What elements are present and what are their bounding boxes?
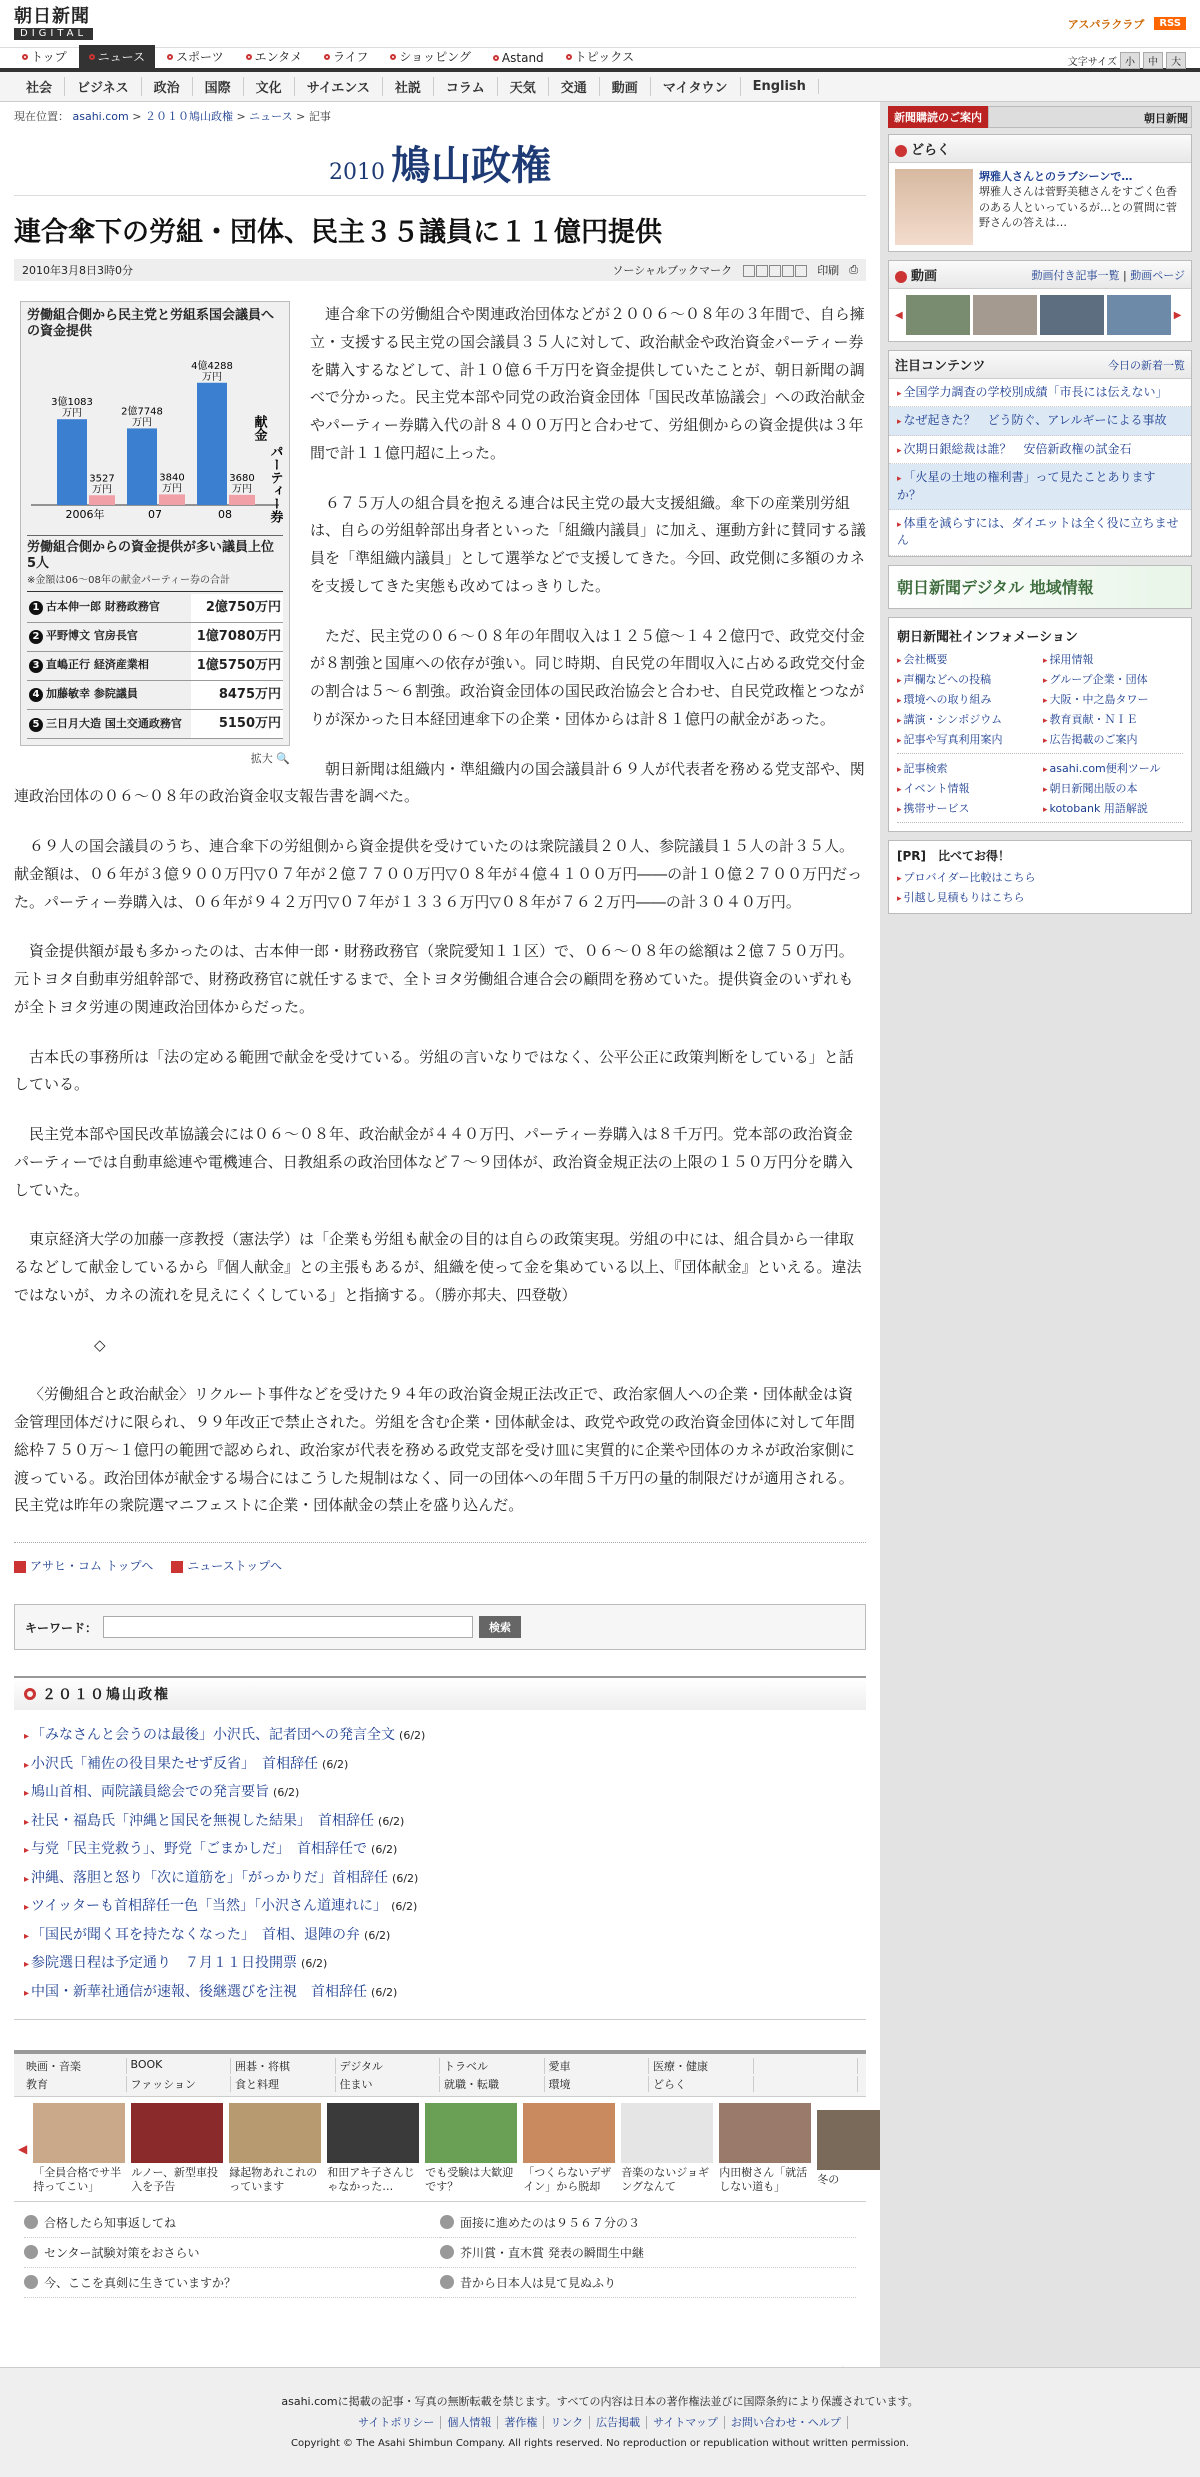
- party-bar: [89, 495, 115, 505]
- bookmark-label: ソーシャルブックマーク: [612, 264, 733, 277]
- genre-tab[interactable]: [754, 2058, 859, 2074]
- footer-link[interactable]: リンク: [544, 2416, 590, 2429]
- party-unit-label: 万円: [162, 482, 182, 494]
- genre-thumb-image: [621, 2103, 713, 2163]
- funding-bar-chart: [27, 345, 283, 535]
- related-news-text[interactable]: 「国民が聞く耳を持たなくなった」 首相、退陣の弁: [31, 1926, 361, 1943]
- genre-tab[interactable]: 就職・転職: [440, 2076, 545, 2092]
- genre-tab[interactable]: 教育: [22, 2076, 127, 2092]
- chumoku-box: [888, 350, 1192, 557]
- asahi-top-link[interactable]: アサヒ・コム トップへ: [14, 1557, 153, 1574]
- subnav-society[interactable]: 社会: [14, 77, 65, 96]
- article-paragraph: 朝日新聞は組織内・準組織内の国会議員計６９人が代表者を務める党支部や、関連政治団体の０６～０８年の政治資金収支報告書を調べた。: [14, 759, 865, 806]
- subnav-column[interactable]: コラム: [434, 77, 498, 96]
- subnav-politics[interactable]: 政治: [142, 77, 193, 96]
- figure-title: 労働組合側から民主党と労組系国会議員への資金提供: [27, 308, 275, 340]
- related-news-date: (6/2): [399, 1729, 426, 1742]
- subnav-culture[interactable]: 文化: [244, 77, 295, 96]
- dot-icon: [22, 54, 28, 60]
- donation-bar: [127, 428, 157, 505]
- year-tick-label: 08: [218, 507, 232, 521]
- font-large-button[interactable]: 大: [1166, 52, 1186, 69]
- tab-sports[interactable]: スポーツ: [157, 45, 234, 68]
- article-paragraph: 古本氏の事務所は「法の定める範囲で献金を受けている。労組の言いなりではなく、公平公正に政策判断をしている」と話している。: [14, 1047, 854, 1094]
- genre-thumb[interactable]: [621, 2103, 713, 2195]
- regional-info-banner[interactable]: 朝日新聞デジタル 地域情報: [888, 565, 1192, 609]
- doraku-photo[interactable]: [895, 169, 973, 245]
- party-value-label: 3840: [159, 471, 185, 483]
- paper-label: 朝日新聞: [988, 106, 1192, 128]
- section-divider: ◇: [94, 1335, 106, 1354]
- chumoku-title: 注目コンテンツ: [895, 359, 986, 374]
- video-thumb[interactable]: [906, 295, 970, 335]
- pr-icon: [24, 2275, 38, 2289]
- logo-main: 朝日新聞: [14, 5, 90, 27]
- footer-copyright: Copyright © The Asahi Shimbun Company. All rights reserved. No reproduction or republication without written permission.: [291, 2437, 909, 2449]
- donation-legend-label: 献金: [251, 414, 267, 441]
- banner-year: 2010: [329, 160, 385, 185]
- party-legend-label: パーティー券: [267, 444, 283, 523]
- news-top-link[interactable]: ニューストップへ: [171, 1557, 282, 1574]
- footer-link[interactable]: 著作権: [498, 2416, 544, 2429]
- video-list-link[interactable]: 動画付き記事一覧: [1031, 268, 1120, 282]
- article-paragraph: ６７５万人の組合員を抱える連合は民主党の最大支援組織。傘下の産業別労組は、自らの労組幹部出身者といった「組織内議員」に加え、運動方針に賛同する議員を「準組織内議員」として選挙などで支援してきた。今回、政党側に多額のカネを支援してきた実態も改めてはっきりした。: [310, 493, 866, 595]
- info-link[interactable]: ▸ asahi.com便利ツール: [1043, 760, 1183, 776]
- genre-pr-item[interactable]: [440, 2268, 856, 2298]
- genre-pr-item[interactable]: [440, 2238, 856, 2268]
- ranking-row: 2 平野博文 官房長官 1億7080万円: [27, 622, 283, 651]
- related-news-date: (6/2): [301, 1957, 328, 1970]
- pr-box: [888, 840, 1192, 915]
- genre-thumb[interactable]: [425, 2103, 517, 2195]
- genre-thumb-caption[interactable]: 冬の: [817, 2173, 840, 2187]
- header: [0, 0, 1200, 48]
- video-title: 動画: [895, 265, 937, 284]
- year-tick-label: 07: [148, 507, 162, 521]
- related-news-text[interactable]: 小沢氏「補佐の役目果たせず反省」 首相辞任: [31, 1755, 319, 1772]
- genre-pr-text[interactable]: 芥川賞・直木賞 発表の瞬間生中継: [460, 2245, 644, 2260]
- donation-unit-label: 万円: [62, 407, 82, 419]
- genre-thumb[interactable]: [719, 2103, 811, 2195]
- related-news-date: (6/2): [371, 1843, 398, 1856]
- tab-shopping[interactable]: ショッピング: [380, 45, 481, 68]
- dot-icon: [89, 54, 95, 60]
- info-link[interactable]: ▸ kotobank 用語解説: [1043, 800, 1183, 816]
- font-size-control: [1068, 52, 1186, 69]
- genre-pr-text[interactable]: 今、ここを真剣に生きていますか？: [44, 2275, 237, 2290]
- genre-thumb[interactable]: [131, 2103, 223, 2195]
- subnav-business[interactable]: ビジネス: [65, 77, 142, 96]
- video-page-link[interactable]: 動画ページ: [1130, 268, 1185, 282]
- video-thumb[interactable]: [1040, 295, 1104, 335]
- subnav-weather[interactable]: 天気: [498, 77, 549, 96]
- related-header: [14, 1676, 866, 1710]
- genre-pr-text[interactable]: 面接に進めたのは９５６７分の３: [460, 2215, 641, 2230]
- chumoku-item[interactable]: ▸ なぜ起きた？ どう防ぐ、アレルギーによる事故: [889, 407, 1191, 435]
- donation-value-label: 3億1083: [51, 396, 93, 408]
- genre-tab[interactable]: 住まい: [336, 2076, 441, 2092]
- article-paragraph: 資金提供額が最も多かったのは、古本伸一郎・財務政務官（衆院愛知１１区）で、０６～０８年の総額は２億７５０万円。元トヨタ自動車労組幹部で、財務政務官に就任するまで、全トヨタ労働組合連合会の顧問を務めていた。提供資金のいずれもが全トヨタ労連の関連政治団体からだった。: [14, 942, 854, 1016]
- chumoku-item[interactable]: ▸ 体重を減らすには、ダイエットは全く役に立ちません: [889, 510, 1191, 556]
- party-value-label: 3527: [89, 472, 115, 484]
- genre-thumb-caption[interactable]: 縁起物あれこれのっています: [229, 2166, 318, 2194]
- main-nav: [0, 48, 1200, 72]
- related-news-item[interactable]: [24, 1751, 856, 1780]
- chumoku-new-link[interactable]: 今日の新着一覧: [1108, 358, 1185, 372]
- donation-unit-label: 万円: [202, 371, 222, 383]
- ranking-row: 1 古本伸一郎 財務政務官 2億750万円: [27, 594, 283, 623]
- genre-thumb-caption[interactable]: 「全員合格でサ半持ってこい」: [33, 2166, 122, 2194]
- rss-icon[interactable]: RSS: [1154, 17, 1186, 30]
- info-links: [897, 645, 1183, 754]
- dot-icon: [493, 55, 499, 61]
- genre-pr-text[interactable]: 昔から日本人は見て見ぬふり: [460, 2275, 617, 2290]
- breadcrumb: 現在位置： asahi.com > ２０１０鳩山政権 > ニュース > 記事: [14, 110, 331, 123]
- info-link[interactable]: ▸ グループ企業・団体: [1043, 671, 1183, 687]
- article-figure: [20, 301, 290, 769]
- tab-astand[interactable]: Astand: [483, 48, 554, 68]
- genre-pr-item[interactable]: [440, 2208, 856, 2238]
- ranking-row: 5 三日月大造 国土交通政務官 5150万円: [27, 709, 283, 738]
- info-links-2: [897, 754, 1183, 823]
- ranking-row: 3 直嶋正行 経済産業相 1億5750万円: [27, 651, 283, 680]
- info-link[interactable]: ▸ 講演・シンポジウム: [897, 711, 1037, 727]
- site-logo[interactable]: [14, 5, 93, 40]
- article-paragraph: 東京経済大学の加藤一彦教授（憲法学）は「企業も労組も献金の目的は自らの政策実現。労組の中には、組合員から一律取るなどして献金しているから『個人献金』との主張もあるが、組織を使って金を集めている以上、『団体献金』といえる。違法ではないが、カネの流れを見えにくくしている」と指摘する。（勝亦邦夫、四登敬）: [14, 1230, 862, 1304]
- genre-pr-item[interactable]: [24, 2268, 440, 2298]
- info-link[interactable]: ▸ 記事や写真利用案内: [897, 731, 1037, 747]
- dot-icon: [390, 54, 396, 60]
- doraku-text: 堺雅人さんは菅野美穂さんをすごく色香のある人といっているが…との質問に菅野さんの答えは…: [979, 185, 1177, 230]
- chumoku-item[interactable]: ▸ 「火星の土地の権利書」って見たことあります か？: [889, 464, 1191, 510]
- related-news-item[interactable]: [24, 1836, 856, 1865]
- article-paragraph: ただ、民主党の０６～０８年の年間収入は１２５億～１４２億円で、政党交付金が８割強と国庫への依存が強い。同じ時期、自民党の年間収入に占める政党交付金の割合は５～６割強。政治資金団体の国民政治協会と合わせ、自民党政権とつながりが深かった日本経団連傘下の企業・団体からは計８１億円の献金があった。: [310, 626, 866, 728]
- info-link[interactable]: ▸ イベント情報: [897, 780, 1037, 796]
- asahi-icon: [14, 1561, 26, 1573]
- genre-tab[interactable]: 映画・音楽: [22, 2058, 127, 2074]
- tab-top[interactable]: トップ: [12, 45, 77, 68]
- related-news-date: (6/2): [392, 1871, 419, 1885]
- genre-tab[interactable]: トラベル: [440, 2058, 545, 2074]
- breadcrumb-current: 記事: [308, 110, 331, 123]
- related-news-date: (6/2): [322, 1757, 349, 1771]
- breadcrumb-section[interactable]: ２０１０鳩山政権: [144, 110, 233, 123]
- subnav-science[interactable]: サイエンス: [295, 77, 383, 96]
- dot-icon: [167, 54, 173, 60]
- next-arrow-icon[interactable]: ▶: [1173, 309, 1182, 321]
- subscribe-bar[interactable]: [888, 106, 1192, 128]
- video-thumb[interactable]: [973, 295, 1037, 335]
- related-news-text[interactable]: 与党「民主党救う」、野党「ごまかしだ」 首相辞任で: [31, 1841, 368, 1857]
- section-banner[interactable]: [14, 130, 866, 196]
- footer-notice: asahi.comに掲載の記事・写真の無断転載を禁じます。すべての内容は日本の著作権法並びに国際条約により保護されています。: [281, 2395, 919, 2408]
- dot-icon: [566, 54, 572, 60]
- related-news-item[interactable]: [24, 1893, 856, 1922]
- footer-links: [0, 2413, 1200, 2434]
- footer-link[interactable]: サイトポリシー: [352, 2416, 441, 2429]
- pr-icon: [440, 2215, 454, 2229]
- ranking-note: ※金額は06～08年の献金パーティー券の合計: [27, 572, 283, 592]
- pr-link[interactable]: ▸ 引越し見積もりはこちら: [897, 888, 1183, 908]
- genre-thumb-image: [229, 2103, 321, 2163]
- search-label: キーワード：: [25, 1620, 98, 1635]
- genre-tab[interactable]: 食と料理: [231, 2076, 336, 2092]
- article-paragraph: ６９人の国会議員のうち、連合傘下の労組側から資金提供を受けていたのは衆院議員２０人、参院議員１５人の計３５人。献金額は、０６年が３億９００万円▽０７年が２億７７００万円▽０８年が４億４１００万円――の計１０億２７００万円だった。パーティー券購入は、０６年が９４２万円▽０７年が１３３６万円▽０８年が７６２万円――の計３０４０万円。: [14, 837, 863, 911]
- footer-link[interactable]: 個人情報: [441, 2416, 498, 2429]
- genre-thumb-caption[interactable]: 音楽のないジョギングなんて: [621, 2166, 710, 2194]
- party-value-label: 3680: [229, 472, 255, 484]
- font-medium-button[interactable]: 中: [1143, 52, 1163, 69]
- info-link[interactable]: ▸ 環境への取り組み: [897, 691, 1037, 707]
- header-right: [1068, 16, 1186, 32]
- genre-pr-text[interactable]: 合格したら知事返してね: [44, 2215, 177, 2230]
- bookmark-icons[interactable]: [742, 264, 807, 277]
- genre-pr-links: [14, 2201, 866, 2304]
- genre-thumb[interactable]: [327, 2103, 419, 2195]
- genre-thumb[interactable]: [229, 2103, 321, 2195]
- keyword-search: [14, 1604, 866, 1650]
- info-link[interactable]: ▸ 広告掲載のご案内: [1043, 731, 1183, 747]
- footer-link[interactable]: サイトマップ: [647, 2416, 725, 2429]
- video-box: 動画 動画付き記事一覧 | 動画ページ ◀ ▶: [888, 260, 1192, 342]
- info-link[interactable]: ▸ 携帯サービス: [897, 800, 1037, 816]
- footer: [0, 2367, 1200, 2477]
- related-news-date: (6/2): [273, 1786, 300, 1799]
- related-news-item[interactable]: [24, 1779, 856, 1808]
- article-paragraph: 民主党本部や国民改革協議会には０６～０８年、政治献金が４４０万円、パーティー券購入は８千万円。党本部の政治資金パーティーでは自動車総連や電機連合、日教組系の政治団体など７～９団体が、政治資金規正法の上限の１５０万円分を購入していた。: [14, 1125, 853, 1199]
- party-bar: [159, 494, 185, 505]
- genre-tab[interactable]: 環境: [545, 2076, 650, 2092]
- sub-nav: [0, 72, 1200, 102]
- related-news-text[interactable]: 参院選日程は予定通り ７月１１日投開票: [31, 1955, 298, 1971]
- info-box: [888, 617, 1192, 832]
- genre-thumb[interactable]: [33, 2103, 125, 2195]
- related-news-text[interactable]: 鳩山首相、両院議員総会での発言要旨: [31, 1784, 270, 1800]
- dot-icon: [246, 54, 252, 60]
- related-news-list: [14, 1710, 866, 2020]
- genre-tab[interactable]: ファッション: [127, 2076, 232, 2092]
- related-news-text[interactable]: 社民・福島氏「沖縄と国民を無視した結果」 首相辞任: [31, 1812, 375, 1829]
- genre-tabs: [14, 2054, 866, 2097]
- tab-life[interactable]: ライフ: [314, 45, 378, 68]
- search-button[interactable]: 検索: [479, 1616, 521, 1638]
- genre-tab[interactable]: BOOK: [127, 2058, 232, 2074]
- prev-arrow-icon[interactable]: ◀: [895, 309, 903, 321]
- subnav-english[interactable]: English: [741, 79, 819, 94]
- info-link[interactable]: ▸ 声欄などへの投稿: [897, 671, 1037, 687]
- breadcrumb-home[interactable]: asahi.com: [72, 110, 129, 123]
- genre-tab[interactable]: [754, 2076, 859, 2092]
- year-tick-label: 2006年: [65, 507, 105, 521]
- aspara-link[interactable]: アスパラクラブ: [1067, 17, 1145, 31]
- font-size-label: 文字サイズ: [1067, 57, 1117, 68]
- genre-thumb-caption[interactable]: 和田アキ子さんじゃなかった…: [327, 2166, 415, 2194]
- tab-topics[interactable]: トピックス: [556, 45, 644, 68]
- donation-value-label: 2億7748: [121, 405, 163, 417]
- genre-thumb-image: [719, 2103, 811, 2163]
- print-link[interactable]: 印刷: [817, 264, 840, 277]
- video-thumb[interactable]: [1107, 295, 1171, 335]
- breadcrumb-label: 現在位置：: [14, 110, 69, 123]
- article-meta: [14, 259, 866, 281]
- info-link[interactable]: ▸ 採用情報: [1043, 651, 1183, 667]
- pr-icon: [24, 2245, 38, 2259]
- article-body: [14, 301, 866, 1520]
- search-input[interactable]: [103, 1616, 473, 1638]
- doraku-title[interactable]: どらく: [895, 139, 950, 158]
- subnav-editorial[interactable]: 社説: [383, 77, 434, 96]
- genre-tab[interactable]: 医療・健康: [649, 2058, 754, 2074]
- genre-pr-item[interactable]: [24, 2238, 440, 2268]
- ranking-row: 4 加藤敏幸 参院議員 8475万円: [27, 680, 283, 709]
- genre-tab[interactable]: 囲碁・将棋: [231, 2058, 336, 2074]
- donation-value-label: 4億4288: [191, 360, 233, 372]
- genre-thumbnails: [14, 2097, 866, 2201]
- article-title: 連合傘下の労組・団体、民主３５議員に１１億円提供: [14, 217, 662, 248]
- chumoku-item[interactable]: ▸ 次期日銀総裁は誰？ 安倍新政権の試金石: [889, 436, 1191, 464]
- prev-arrow-icon[interactable]: ◀: [18, 2141, 28, 2156]
- info-link[interactable]: ▸ 記事検索: [897, 760, 1037, 776]
- doraku-box: [888, 134, 1192, 252]
- subnav-mytown[interactable]: マイタウン: [651, 77, 741, 96]
- donation-unit-label: 万円: [132, 416, 152, 428]
- pr-icon: [440, 2275, 454, 2289]
- ranking-table: [27, 594, 283, 739]
- related-news-date: (6/2): [378, 1814, 405, 1828]
- info-title: 朝日新聞社インフォメーション: [897, 629, 1078, 645]
- genre-thumb-image: [131, 2103, 223, 2163]
- tab-entame[interactable]: エンタメ: [236, 45, 313, 68]
- pr-link[interactable]: ▸ プロバイダー比較はこちら: [897, 868, 1183, 888]
- genre-pr-text[interactable]: センター試験対策をおさらい: [44, 2245, 200, 2260]
- figure-zoom-link[interactable]: 拡大 🔍: [250, 751, 290, 765]
- banner-title: 鳩山政権: [391, 142, 551, 189]
- party-unit-label: 万円: [232, 483, 252, 495]
- info-link[interactable]: ▸ 教育貢献・ＮＩＥ: [1043, 711, 1183, 727]
- article-date: 2010年3月8日3時0分: [22, 264, 133, 277]
- footer-link[interactable]: お問い合わせ・ヘルプ: [725, 2416, 848, 2429]
- related-news-item[interactable]: [24, 1722, 856, 1751]
- genre-thumb-image: [425, 2103, 517, 2163]
- related-news-item[interactable]: [24, 1979, 856, 2008]
- ranking-title: 労働組合側からの資金提供が多い議員上位5人: [27, 535, 283, 573]
- genre-thumb-caption[interactable]: 「つくらないデザイン」から脱却: [523, 2166, 612, 2194]
- asahi-icon: [171, 1561, 183, 1573]
- party-bar: [229, 494, 255, 504]
- print-icon[interactable]: ⎙: [849, 263, 858, 276]
- chumoku-item[interactable]: ▸ 全国学力調査の学校別成績「市長には伝えない」: [889, 379, 1191, 407]
- genre-thumb-caption[interactable]: でも受験は大歓迎です？: [425, 2166, 514, 2194]
- genre-tab[interactable]: 愛車: [545, 2058, 650, 2074]
- subscribe-label[interactable]: 新聞購読のご案内: [888, 106, 988, 128]
- footer-link[interactable]: 広告掲載: [590, 2416, 647, 2429]
- genre-thumb-image: [33, 2103, 125, 2163]
- related-news-item[interactable]: [24, 1922, 856, 1951]
- sidebar: [880, 102, 1200, 2372]
- info-link[interactable]: ▸ 大阪・中之島タワー: [1043, 691, 1183, 707]
- related-news-date: (6/2): [364, 1928, 391, 1942]
- related-news-text[interactable]: 中国・新華社通信が速報、後継選びを注視 首相辞任: [31, 1983, 368, 2000]
- breadcrumb-news[interactable]: ニュース: [249, 110, 293, 123]
- subnav-video[interactable]: 動画: [600, 77, 651, 96]
- article-paragraph: 連合傘下の労働組合や関連政治団体などが２００６～０８年の３年間で、自ら擁立・支援する民主党の国会議員３５人に対して、政治献金や政治資金パーティー券を購入するなどして、計１０億６千万円を資金提供していたことが、朝日新聞の調べで分かった。民主党本部や同党の政治資金団体「国民改革協議会」への政治献金やパーティー券購入代の計８４００万円と合わせて、労組側からの資金提供は３年間で計１１億円超に上った。: [310, 305, 866, 462]
- subnav-international[interactable]: 国際: [193, 77, 244, 96]
- genre-tab[interactable]: デジタル: [336, 2058, 441, 2074]
- related-news-text[interactable]: 「みなさんと会うのは最後」小沢氏、記者団への発言全文: [31, 1727, 396, 1743]
- related-news-item[interactable]: [24, 1950, 856, 1979]
- related-news-date: (6/2): [391, 1900, 418, 1913]
- tab-news[interactable]: ニュース: [79, 45, 155, 68]
- genre-thumb-caption[interactable]: 内田樹さん「就活しない道も」: [719, 2166, 808, 2194]
- genre-thumb[interactable]: [523, 2103, 615, 2195]
- pr-icon: [440, 2245, 454, 2259]
- font-small-button[interactable]: 小: [1120, 52, 1140, 69]
- genre-thumb-image: [327, 2103, 419, 2163]
- related-news-date: (6/2): [371, 1985, 398, 1999]
- bottom-links: [14, 1542, 866, 1574]
- info-link[interactable]: ▸ 朝日新聞出版の本: [1043, 780, 1183, 796]
- related-news-item[interactable]: [24, 1808, 856, 1837]
- donation-bar: [57, 419, 87, 505]
- genre-tab[interactable]: どらく: [649, 2076, 754, 2092]
- article-paragraph: 〈労働組合と政治献金〉リクルート事件などを受けた９４年の政治資金規正法改正で、政治家個人への企業・団体献金は資金管理団体だけに限られ、９９年改正で禁止された。労組を含む企業・団体献金は、政党や政党の政治資金団体に対して年間総枠７５０万～１億円の範囲で認められ、政治家が代表を務める政党支部を受け皿に実質的に企業や団体のカネが政治家側に渡っている。政治団体が献金する場合にはこうした規制はなく、同一の団体への年間５千万円の量的制限だけが適用される。民主党は昨年の衆院選マニフェストに企業・団体献金の禁止を盛り込んだ。: [14, 1385, 855, 1515]
- genre-box: [14, 2050, 866, 2304]
- dot-icon: [324, 54, 330, 60]
- subnav-traffic[interactable]: 交通: [549, 77, 600, 96]
- related-news-text[interactable]: 沖縄、落胆と怒り「次に道筋を」「がっかりだ」首相辞任: [31, 1869, 389, 1886]
- party-unit-label: 万円: [92, 483, 112, 495]
- info-link[interactable]: ▸ 会社概要: [897, 651, 1037, 667]
- related-title[interactable]: ２０１０鳩山政権: [42, 1687, 170, 1703]
- doraku-headline[interactable]: 堺雅人さんとのラブシーンで…: [979, 170, 1133, 183]
- main-column: [0, 102, 880, 2380]
- genre-thumb-image: [523, 2103, 615, 2163]
- circle-icon: [24, 1688, 36, 1700]
- pr-icon: [24, 2215, 38, 2229]
- pr-title: [PR] 比べてお得！: [897, 848, 1011, 863]
- logo-sub: DIGITAL: [14, 28, 93, 40]
- related-news-item[interactable]: [24, 1865, 856, 1894]
- genre-pr-item[interactable]: [24, 2208, 440, 2238]
- related-news-text[interactable]: ツイッターも首相辞任一色「当然」「小沢さん道連れに」: [31, 1898, 388, 1914]
- genre-thumb-caption[interactable]: ルノー、新型車投入を予告: [131, 2166, 219, 2194]
- donation-bar: [197, 382, 227, 504]
